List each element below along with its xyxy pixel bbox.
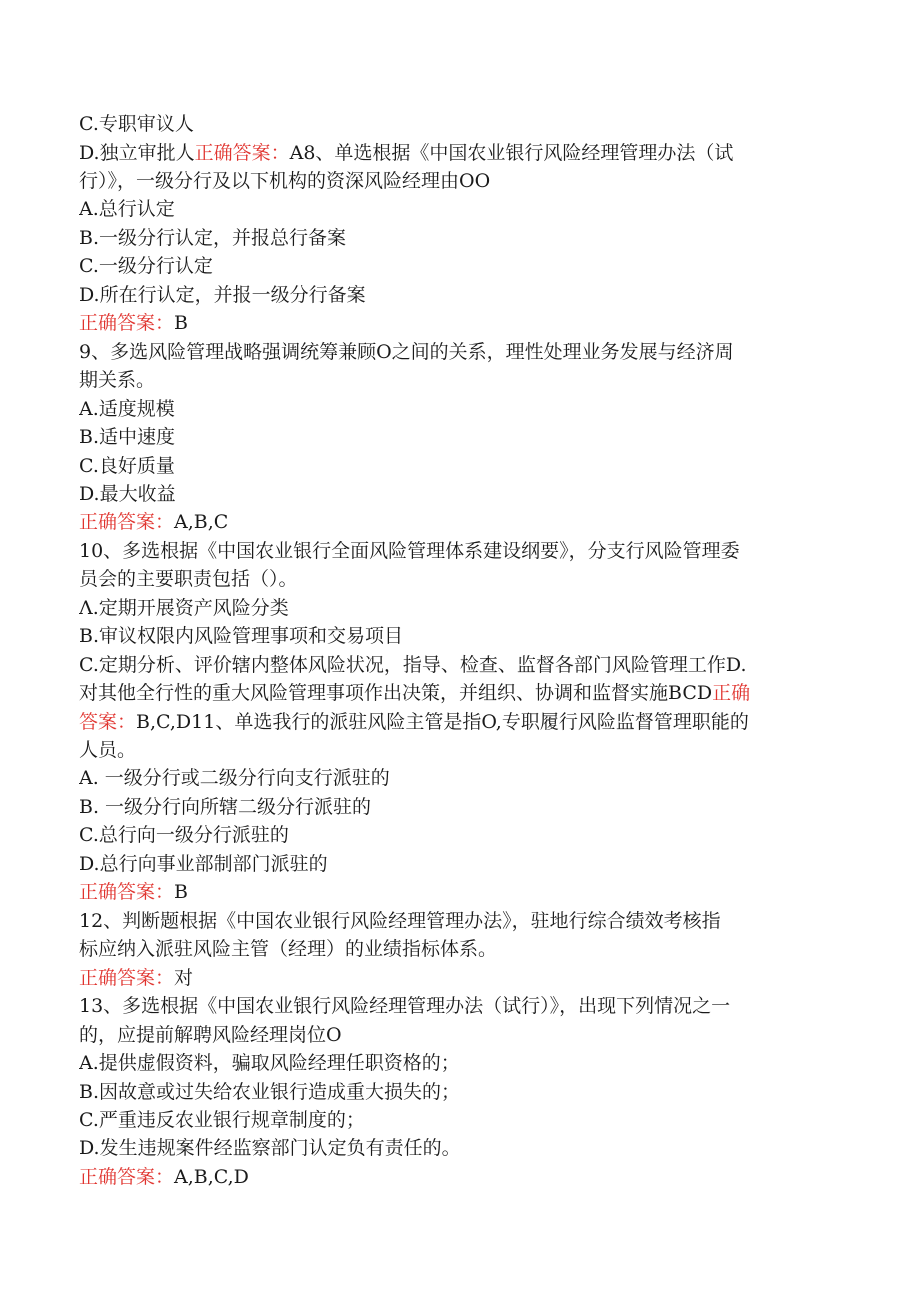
line-text: D.独立审批人 [79,142,195,164]
option-a: A.提供虚假资料，骗取风险经理任职资格的； [79,1052,460,1074]
answer-label: 正确答案： [79,1166,175,1188]
question-text: 12、判断题根据《中国农业银行风险经理管理办法》，驻地行综合绩效考核指 [79,910,721,932]
question-text: 10、多选根据《中国农业银行全面风险管理体系建设纲要》，分支行风险管理委 [79,540,740,562]
text-line: 行）》，一级分行及以下机构的资深风险经理由OO [79,170,491,192]
option-c: C.良好质量 [79,455,175,477]
option-b: B.审议权限内风险管理事项和交易项目 [79,625,404,647]
option-b: B.因故意或过失给农业银行造成重大损失的； [79,1081,461,1103]
answer-line [79,508,839,536]
text-line: C.专职审议人 [79,113,194,135]
line-text: A8、单选根据《中国农业银行风险经理管理办法（试 [289,142,734,164]
text-line [79,708,839,736]
answer-line [79,964,839,992]
question-text: 标应纳入派驻风险主管（经理）的业绩指标体系。 [79,938,498,960]
answer-label: 正确答案： [194,142,290,164]
text-line [79,679,839,707]
answer-value: B [174,312,188,334]
option-a: Λ.定期开展资产风险分类 [79,597,289,619]
question-text: 员会的主要职责包括（）。 [79,568,298,590]
question-text: 的，应提前解聘风险经理岗位O [79,1024,342,1046]
line-text: B,C,D11、单选我行的派驻风险主管是指O,专职履行风险监督管理职能的 [136,711,749,733]
option-b: B. 一级分行向所辖二级分行派驻的 [79,796,372,818]
option-a: A.适度规模 [79,398,175,420]
option-b: B.一级分行认定，并报总行备案 [79,227,347,249]
answer-line [79,309,839,337]
question-text: 人员。 [79,739,137,761]
answer-line [79,1163,839,1191]
answer-label: 正确答案： [79,881,175,903]
text-line [79,139,839,167]
answer-label: 正确答案： [79,967,175,989]
option-a: A. 一级分行或二级分行向支行派驻的 [79,767,390,789]
option-d: D.发生违规案件经监察部门认定负有责任的。 [79,1137,461,1159]
option-d: D.总行向事业部制部门派驻的 [79,853,328,875]
option-a: A.总行认定 [79,198,175,220]
option-d: D.最大收益 [79,483,176,505]
answer-value: 对 [174,967,194,989]
answer-label: 答案： [79,711,137,733]
answer-value: B [174,881,188,903]
option-d: D.所在行认定，并报一级分行备案 [79,284,366,306]
option-c: C.严重违反农业银行规章制度的； [79,1109,365,1131]
answer-value: A,B,C [174,511,229,533]
option-c: C.一级分行认定 [79,255,213,277]
question-text: 期关系。 [79,369,156,391]
answer-line [79,878,839,906]
answer-label: 正确答案： [79,312,175,334]
answer-label: 正确答案： [79,511,175,533]
option-b: B.适中速度 [79,426,176,448]
option-c: C.总行向一级分行派驻的 [79,824,289,846]
question-text: 9、多选风险管理战略强调统筹兼顾O之间的关系，理性处理业务发展与经济周 [79,341,734,363]
answer-label: 正确 [712,682,751,704]
option-c: C.定期分析、评价辖内整体风险状况，指导、检查、监督各部门风险管理工作D. [79,654,747,676]
answer-value: A,B,C,D [174,1166,249,1188]
question-text: 13、多选根据《中国农业银行风险经理管理办法（试行）》，出现下列情况之一 [79,995,731,1017]
line-text: 对其他全行性的重大风险管理事项作出决策，并组织、协调和监督实施BCD [79,682,713,704]
